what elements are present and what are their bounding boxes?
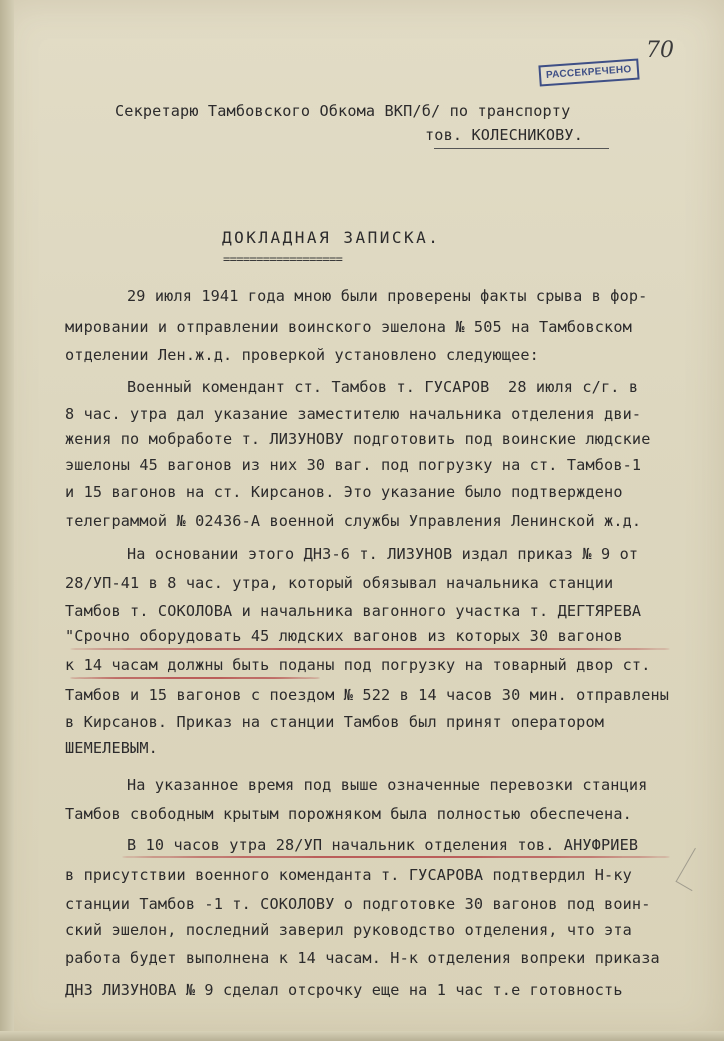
addressee-underline	[434, 148, 609, 149]
body-line: к 14 часам должны быть поданы под погрузку на товарный двор ст.	[65, 656, 651, 674]
body-line: ский эшелон, последний заверил руководство отделения, что эта	[65, 921, 632, 939]
red-underline	[122, 856, 670, 858]
body-line: ДНЗ ЛИЗУНОВА № 9 сделал отсрочку еще на 1 час т.е готовность	[65, 981, 623, 999]
body-line: Тамбов свободным крытым порожняком была полностью обеспечена.	[65, 805, 632, 823]
title-underline: ==================	[223, 252, 343, 266]
red-underline	[70, 677, 320, 679]
body-line: Военный комендант ст. Тамбов т. ГУСАРОВ 28 июля с/г. в	[127, 378, 639, 396]
page-number: 70	[646, 38, 674, 63]
body-line: На указанное время под выше означенные перевозки станция	[127, 776, 648, 794]
page-edge-left	[0, 0, 14, 1041]
body-line: На основании этого ДНЗ-6 т. ЛИЗУНОВ издал приказ № 9 от	[127, 545, 639, 563]
body-line: 28/УП-41 в 8 час. утра, который обязывал начальника станции	[65, 574, 614, 592]
body-line: ШЕМЕЛЕВЫМ.	[65, 739, 158, 757]
body-line: мировании и отправлении воинского эшелона № 505 на Тамбовском	[65, 318, 632, 336]
addressee-line-2: тов. КОЛЕСНИКОВУ.	[425, 126, 583, 144]
body-line: В 10 часов утра 28/УП начальник отделения тов. АНУФРИЕВ	[127, 836, 639, 854]
body-line: 8 час. утра дал указание заместителю начальника отделения дви-	[65, 405, 642, 423]
red-underline	[70, 648, 670, 650]
body-line: "Срочно оборудовать 45 людских вагонов из которых 30 вагонов	[65, 627, 623, 645]
body-line: отделении Лен.ж.д. проверкой установлено следующее:	[65, 346, 539, 364]
body-line: Тамбов т. СОКОЛОВА и начальника вагонного участка т. ДЕГТЯРЕВА	[65, 602, 642, 620]
pencil-mark	[676, 848, 712, 891]
body-line: телеграммой № 02436-А военной службы Управления Ленинской ж.д.	[65, 512, 642, 530]
body-line: станции Тамбов -1 т. СОКОЛОВУ о подготовке 30 вагонов под воин-	[65, 895, 651, 913]
body-line: Тамбов и 15 вагонов с поездом № 522 в 14 часов 30 мин. отправлены	[65, 686, 670, 704]
body-line: работа будет выполнена к 14 часам. Н-к отделения вопреки приказа	[65, 949, 660, 967]
declassified-stamp: РАССЕКРЕЧЕНО	[538, 59, 639, 87]
page-edge-bottom	[0, 1031, 724, 1041]
body-line: эшелоны 45 вагонов из них 30 ваг. под погрузку на ст. Тамбов-1	[65, 456, 642, 474]
addressee-line-1: Секретарю Тамбовского Обкома ВКП/б/ по транспорту	[115, 102, 571, 120]
body-line: в Кирсанов. Приказ на станции Тамбов был принят оператором	[65, 713, 605, 731]
body-line: и 15 вагонов на ст. Кирсанов. Это указание было подтверждено	[65, 483, 623, 501]
body-line: жения по мобработе т. ЛИЗУНОВУ подготовить под воинские людские	[65, 430, 651, 448]
body-line: 29 июля 1941 года мною были проверены факты срыва в фор-	[127, 287, 648, 305]
document-title: ДОКЛАДНАЯ ЗАПИСКА.	[222, 228, 441, 247]
body-line: в присутствии военного коменданта т. ГУСАРОВА подтвердил Н-ку	[65, 866, 632, 884]
